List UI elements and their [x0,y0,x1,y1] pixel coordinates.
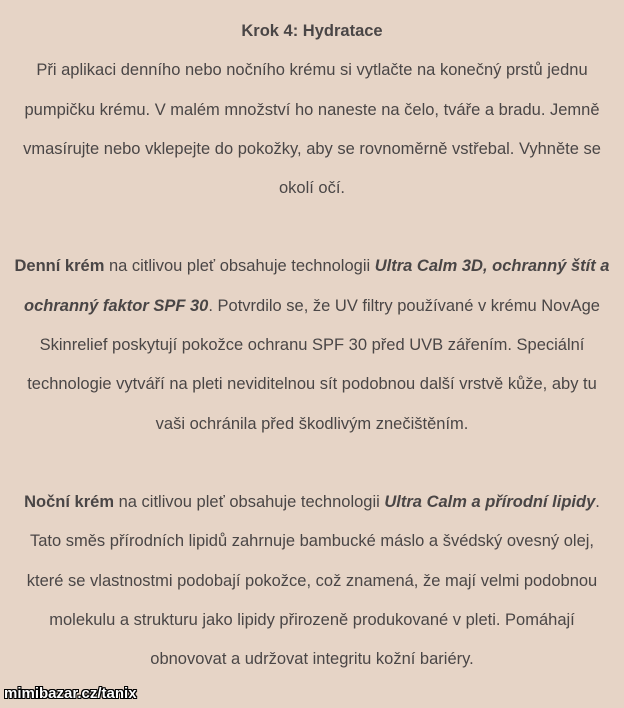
step-text: Při aplikaci denního nebo nočního krému si vytlačte na konečný prstů jednu pumpičku krému. V malém množství ho naneste na čelo, tváře a bradu. Jemně vmasírujte nebo vklepejte do pokožky, aby se rovnoměrně vstřebal. Vyhněte se okolí očí. [23,61,601,198]
night-cream-intro: na citlivou pleť obsahuje technologii [114,492,385,511]
step-heading: Krok 4: Hydratace [241,22,383,40]
day-cream-name: Denní krém [14,257,105,276]
paragraph-gap [0,208,624,247]
paragraph-gap [0,444,624,483]
day-cream-technology: Ultra Calm 3D, ochranný štít a ochranný faktor SPF 30 [24,257,610,315]
night-cream-name: Noční krém [24,492,115,511]
watermark: mimibazar.cz/tanix [4,685,137,702]
night-cream-technology: Ultra Calm a přírodní lipidy [384,492,596,511]
night-cream-paragraph [12,483,612,679]
day-cream-text: . Potvrdilo se, že UV filtry používané v krému NovAge Skinrelief poskytují pokožce ochranu SPF 30 před UVB zářením. Speciální technologie vytváří na pleti neviditelnou sít podobnou další vrstvě kůže, aby tu vaši ochránila před škodlivým znečištěním. [27,296,600,433]
day-cream-intro: na citlivou pleť obsahuje technologii [104,257,375,276]
night-cream-text: . Tato směs přírodních lipidů zahrnuje bambucké máslo a švédský ovesný olej, které se vlastnostmi podobají pokožce, což znamená, že mají velmi podobnou molekulu a strukturu jako lipidy přirozeně produkované v pleti. Pomáhají obnovovat a udržovat integritu kožní bariéry. [26,492,600,669]
day-cream-paragraph [12,247,612,443]
